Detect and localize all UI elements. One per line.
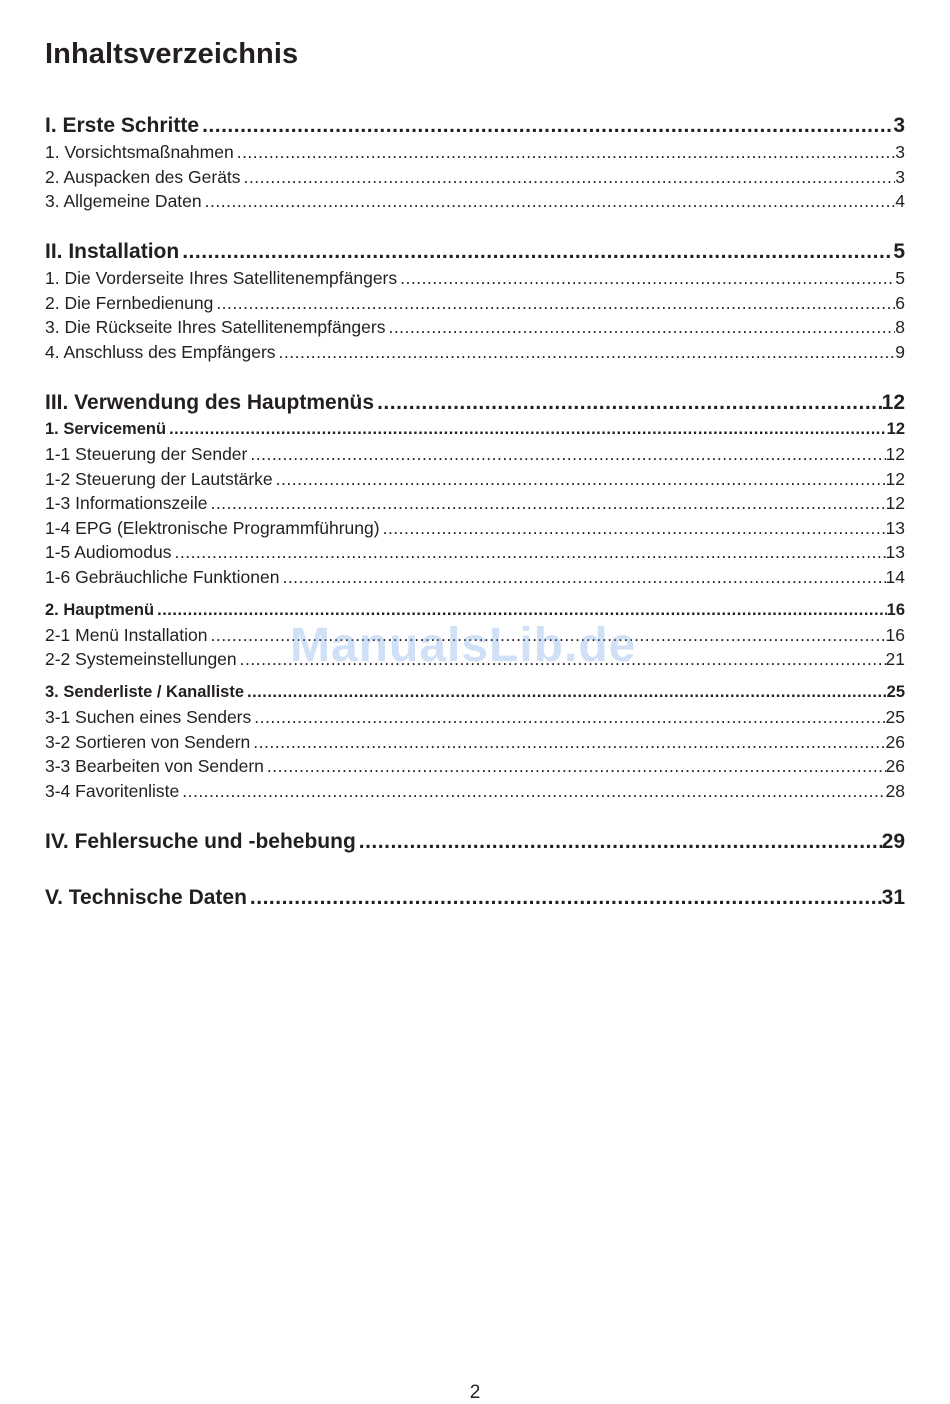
toc-entry[interactable]: [45, 293, 905, 314]
toc-entry-label: II. Installation: [45, 240, 180, 263]
toc-entry[interactable]: [45, 781, 905, 802]
toc-leader-dots: [400, 268, 895, 289]
toc-entry-page: 16: [886, 601, 905, 619]
toc-entry-page: 5: [895, 268, 905, 288]
toc-entry-label: 2-1 Menü Installation: [45, 625, 208, 645]
toc-entry-page: 13: [885, 518, 905, 538]
toc-entry-page: 12: [885, 493, 905, 513]
toc-leader-dots: [254, 707, 885, 728]
toc-entry-label: 2. Auspacken des Geräts: [45, 167, 241, 187]
toc-entry-page: 5: [893, 240, 905, 263]
toc-leader-dots: [202, 114, 893, 138]
toc-entry-label: III. Verwendung des Hauptmenüs: [45, 391, 375, 414]
toc-entry-label: 4. Anschluss des Empfängers: [45, 342, 276, 362]
toc-leader-dots: [247, 683, 887, 702]
toc-entry-page: 29: [881, 830, 905, 853]
toc-entry-page: 28: [885, 781, 905, 801]
toc-leader-dots: [210, 493, 885, 514]
toc-leader-dots: [250, 444, 885, 465]
toc-entry-page: 13: [885, 542, 905, 562]
toc-entry[interactable]: [45, 142, 905, 163]
toc-entry-page: 3: [895, 142, 905, 162]
toc-leader-dots: [216, 293, 895, 314]
toc-entry-label: 3-4 Favoritenliste: [45, 781, 180, 801]
toc-entry-label: 3-1 Suchen eines Senders: [45, 707, 252, 727]
toc-entry[interactable]: [45, 707, 905, 728]
toc-leader-dots: [388, 317, 895, 338]
toc-entry-label: 1. Servicemenü: [45, 420, 167, 438]
toc-entry-label: 3. Allgemeine Daten: [45, 191, 202, 211]
toc-entry[interactable]: [45, 601, 905, 620]
toc-leader-dots: [169, 420, 887, 439]
toc-entry-label: 2. Die Fernbedienung: [45, 293, 214, 313]
toc-entry-page: 12: [881, 391, 905, 414]
toc-entry-page: 3: [895, 167, 905, 187]
toc-entry-page: 12: [886, 420, 905, 438]
toc-entry-label: V. Technische Daten: [45, 886, 247, 909]
toc-entry[interactable]: [45, 756, 905, 777]
toc-leader-dots: [237, 142, 896, 163]
toc-entry[interactable]: [45, 469, 905, 490]
toc-leader-dots: [205, 191, 896, 212]
toc-leader-dots: [182, 781, 885, 802]
toc-entry[interactable]: [45, 391, 905, 415]
toc-entry[interactable]: [45, 444, 905, 465]
toc-entry-label: 1-4 EPG (Elektronische Programmführung): [45, 518, 380, 538]
toc-leader-dots: [377, 391, 882, 415]
toc-entry-page: 4: [895, 191, 905, 211]
page-number: 2: [469, 1382, 481, 1403]
toc-entry[interactable]: [45, 420, 905, 439]
toc-entry-page: 8: [895, 317, 905, 337]
toc-entry-label: 1. Vorsichtsmaßnahmen: [45, 142, 234, 162]
toc-entry[interactable]: [45, 732, 905, 753]
toc-entry-page: 26: [885, 732, 905, 752]
toc-entry[interactable]: [45, 268, 905, 289]
toc-entry[interactable]: [45, 649, 905, 670]
toc-entry[interactable]: [45, 625, 905, 646]
toc-leader-dots: [276, 469, 886, 490]
toc-leader-dots: [253, 732, 885, 753]
toc-entry[interactable]: [45, 240, 905, 264]
toc-leader-dots: [250, 886, 882, 910]
toc-entry-page: 16: [885, 625, 905, 645]
toc-entry[interactable]: [45, 191, 905, 212]
toc-leader-dots: [383, 518, 886, 539]
toc-leader-dots: [279, 342, 896, 363]
toc-entry-page: 31: [881, 886, 905, 909]
toc-entry[interactable]: [45, 542, 905, 563]
page-title: Inhaltsverzeichnis: [45, 38, 299, 70]
toc-entry-label: 1. Die Vorderseite Ihres Satellitenempfängers: [45, 268, 398, 288]
toc-leader-dots: [210, 625, 885, 646]
toc-leader-dots: [182, 240, 893, 264]
toc-entry-label: 3-2 Sortieren von Sendern: [45, 732, 251, 752]
toc-entry[interactable]: [45, 317, 905, 338]
toc-leader-dots: [267, 756, 886, 777]
toc-entry[interactable]: [45, 567, 905, 588]
toc-entry-page: 9: [895, 342, 905, 362]
toc-entry[interactable]: [45, 493, 905, 514]
toc-entry-label: 1-5 Audiomodus: [45, 542, 172, 562]
toc-entry-label: 1-6 Gebräuchliche Funktionen: [45, 567, 280, 587]
toc-leader-dots: [174, 542, 885, 563]
toc-leader-dots: [240, 649, 886, 670]
watermark: ManualsLib.de: [290, 619, 637, 672]
toc-entry[interactable]: [45, 114, 905, 138]
toc-entry-label: 1-1 Steuerung der Sender: [45, 444, 248, 464]
toc-entry-label: 1-2 Steuerung der Lautstärke: [45, 469, 273, 489]
toc-entry[interactable]: [45, 683, 905, 702]
toc-entry-label: 2-2 Systemeinstellungen: [45, 649, 237, 669]
toc-entry-page: 6: [895, 293, 905, 313]
toc-entry[interactable]: [45, 830, 905, 854]
toc-entry-label: 3-3 Bearbeiten von Sendern: [45, 756, 264, 776]
toc-entry-label: 3. Senderliste / Kanalliste: [45, 683, 244, 701]
toc-entry-label: 3. Die Rückseite Ihres Satellitenempfängers: [45, 317, 386, 337]
toc-entry[interactable]: [45, 167, 905, 188]
toc-entry-page: 21: [885, 649, 905, 669]
toc-entry-page: 3: [893, 114, 905, 137]
toc-entry[interactable]: [45, 518, 905, 539]
toc-entry-page: 25: [885, 707, 905, 727]
toc-entry-page: 12: [885, 444, 905, 464]
toc-leader-dots: [157, 601, 887, 620]
toc-leader-dots: [282, 567, 885, 588]
toc-entry[interactable]: [45, 886, 905, 910]
toc-entry-page: 26: [885, 756, 905, 776]
toc-entry-page: 14: [885, 567, 905, 587]
toc-entry-label: 1-3 Informationszeile: [45, 493, 208, 513]
toc-entry-page: 12: [885, 469, 905, 489]
toc-leader-dots: [244, 167, 896, 188]
toc-leader-dots: [359, 830, 882, 854]
toc-entry[interactable]: [45, 342, 905, 363]
toc-entry-label: IV. Fehlersuche und -behebung: [45, 830, 356, 853]
toc-entry-label: 2. Hauptmenü: [45, 601, 155, 619]
toc-entry-page: 25: [886, 683, 905, 701]
toc-entry-label: I. Erste Schritte: [45, 114, 200, 137]
